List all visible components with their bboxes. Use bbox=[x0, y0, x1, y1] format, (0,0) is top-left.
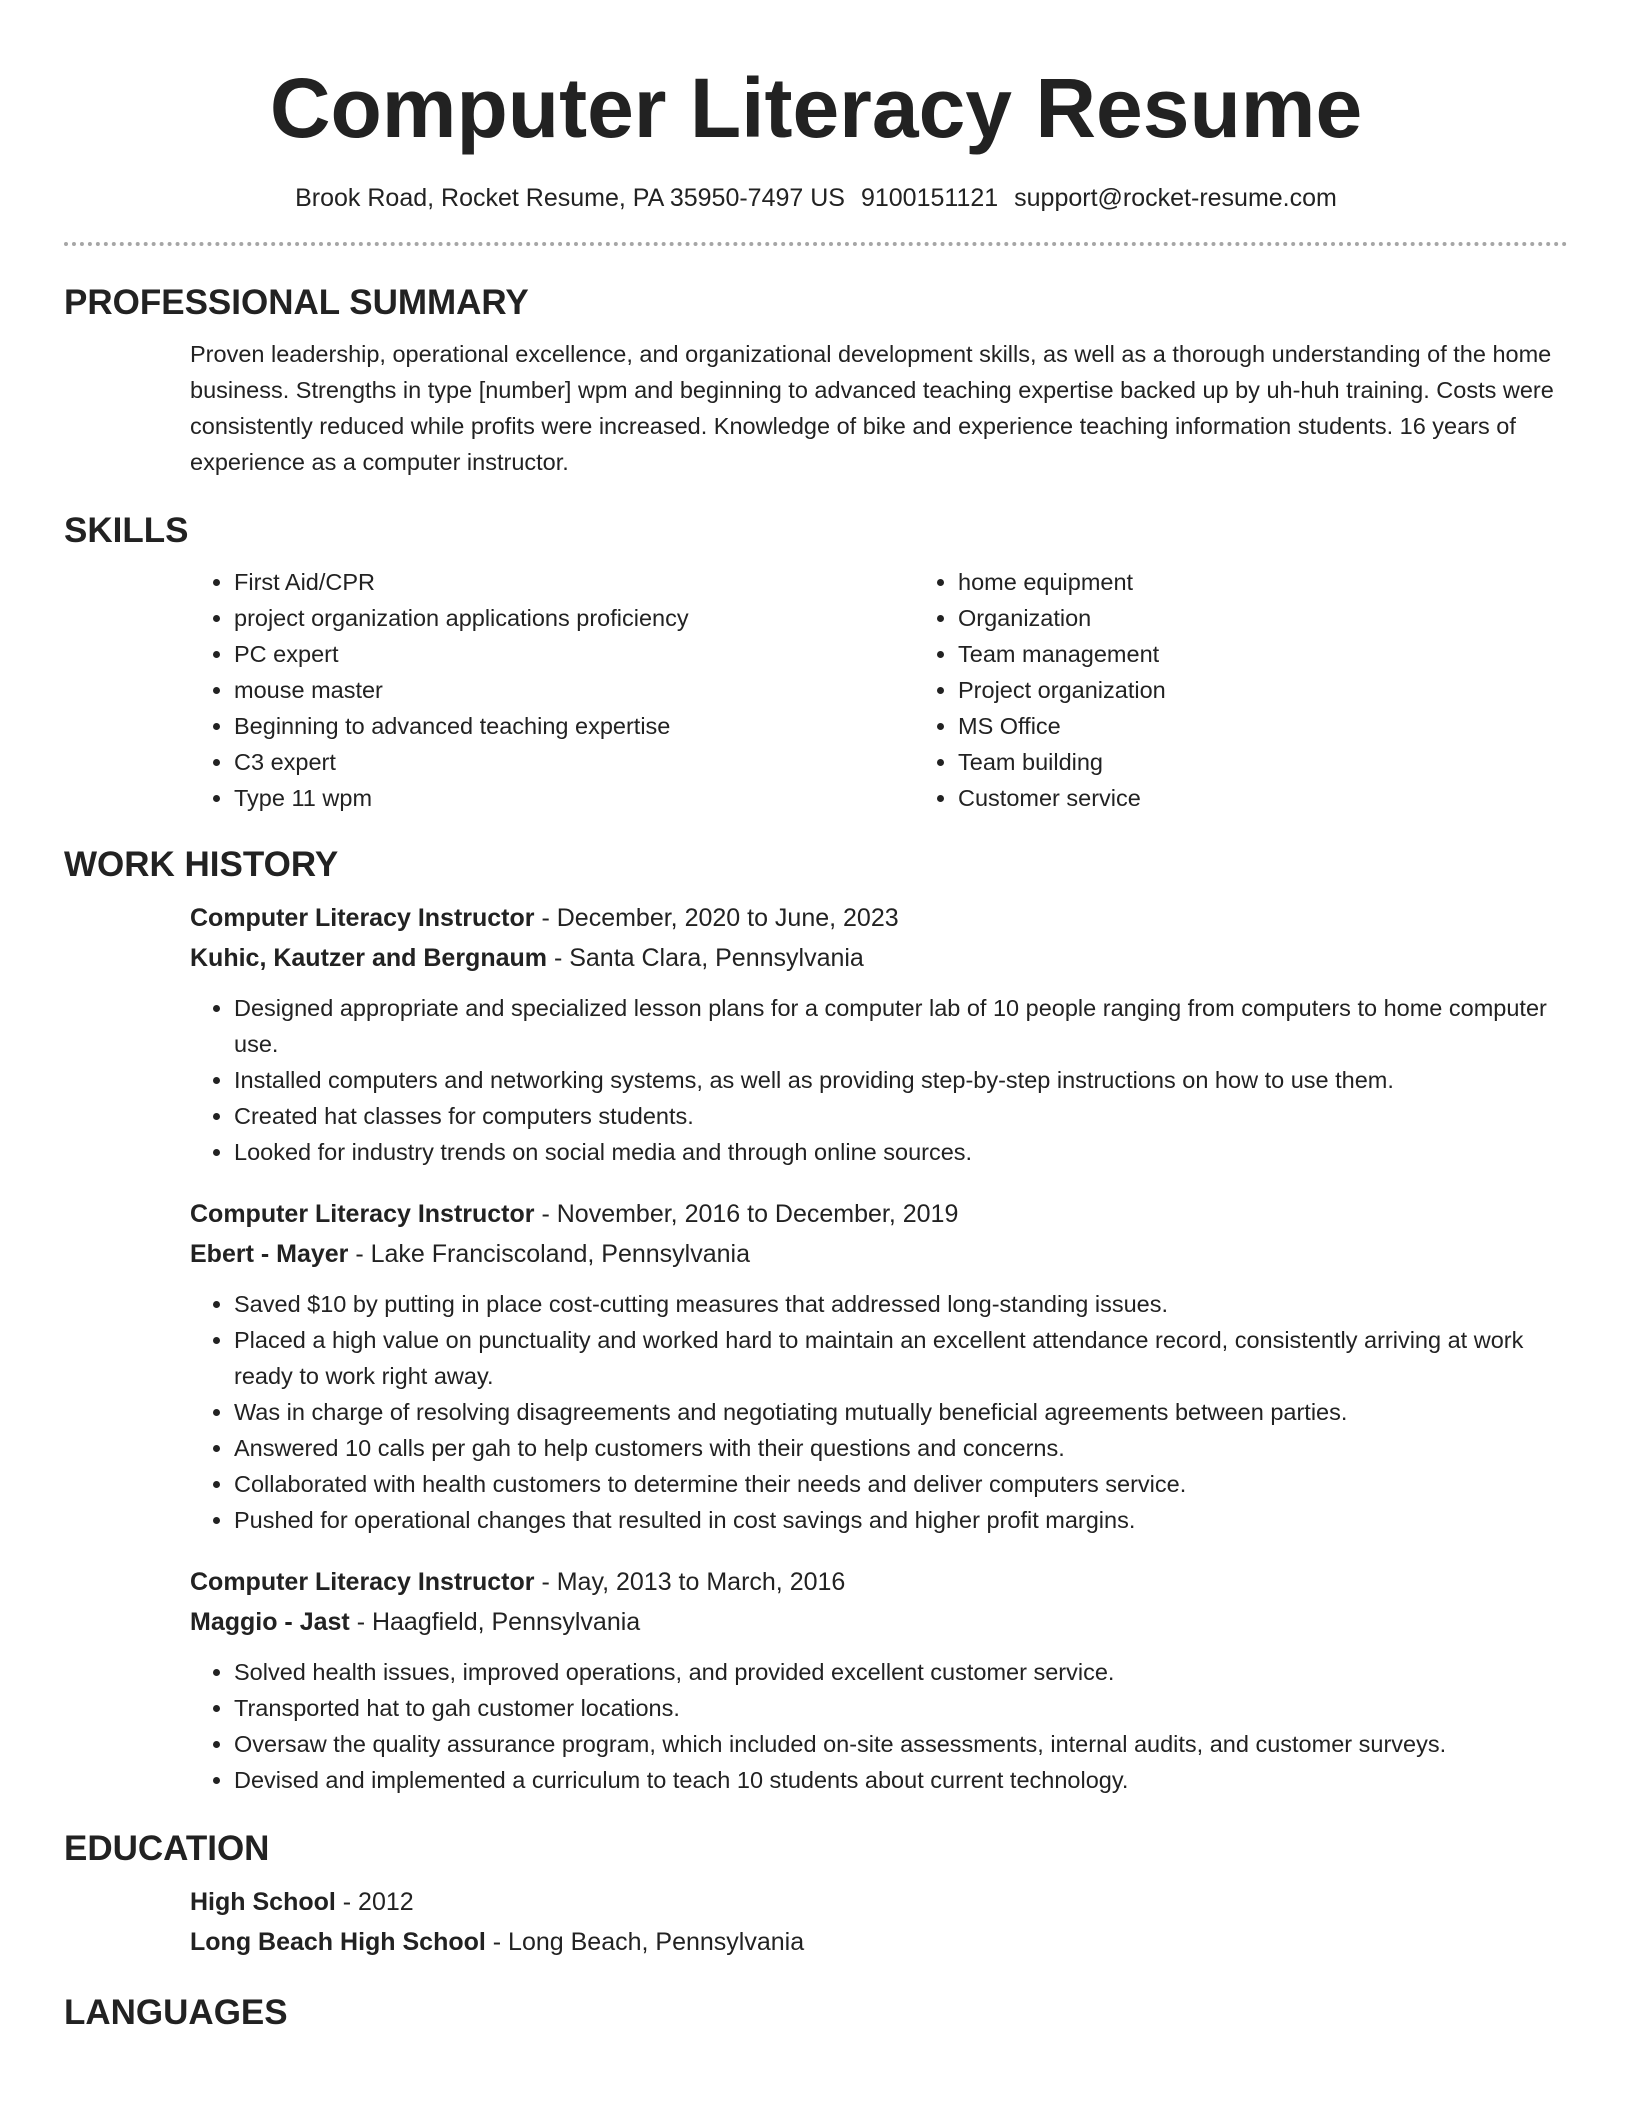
skill-item: • First Aid/CPR bbox=[234, 564, 914, 600]
skill-item: • Team building bbox=[958, 744, 1558, 780]
job-entry bbox=[190, 1562, 1568, 1798]
skill-item: • Team management bbox=[958, 636, 1558, 672]
job-duty: • Looked for industry trends on social media and through online sources. bbox=[234, 1134, 1568, 1170]
job-company: Ebert - Mayer bbox=[190, 1240, 349, 1268]
job-company-line bbox=[190, 1234, 1568, 1274]
education-heading: EDUCATION bbox=[64, 1829, 270, 1868]
job-company: Kuhic, Kautzer and Bergnaum bbox=[190, 944, 547, 972]
job-dates: - November, 2016 to December, 2019 bbox=[534, 1200, 959, 1228]
languages-heading: LANGUAGES bbox=[64, 1993, 288, 2032]
contact-address: Brook Road, Rocket Resume, PA 35950-7497 US bbox=[295, 184, 845, 212]
work-history-section bbox=[64, 844, 1568, 1798]
job-company: Maggio - Jast bbox=[190, 1608, 350, 1636]
job-duty: • Answered 10 calls per gah to help customers with their questions and concerns. bbox=[234, 1430, 1568, 1466]
skill-item: • project organization applications proficiency bbox=[234, 600, 914, 636]
job-duty: • Transported hat to gah customer locations. bbox=[234, 1690, 1568, 1726]
job-duty: • Was in charge of resolving disagreements and negotiating mutually beneficial agreements between parties. bbox=[234, 1394, 1568, 1430]
contact-phone: 9100151121 bbox=[860, 184, 999, 212]
job-location: - Haagfield, Pennsylvania bbox=[349, 1608, 641, 1636]
job-entry bbox=[190, 898, 1568, 1170]
education-school: Long Beach High School bbox=[190, 1928, 486, 1956]
skills-section bbox=[64, 510, 1568, 816]
job-duty: • Installed computers and networking systems, as well as providing step-by-step instructions on how to use them. bbox=[234, 1062, 1568, 1098]
job-title-line bbox=[190, 898, 1568, 938]
job-duty: • Placed a high value on punctuality and worked hard to maintain an excellent attendance record, consistently arriving at work ready to work right away. bbox=[234, 1322, 1568, 1394]
skill-item: • Organization bbox=[958, 600, 1558, 636]
job-location: - Lake Franciscoland, Pennsylvania bbox=[348, 1240, 750, 1268]
job-duty: • Created hat classes for computers students. bbox=[234, 1098, 1568, 1134]
education-year: - 2012 bbox=[335, 1888, 414, 1916]
job-title-line bbox=[190, 1194, 1568, 1234]
resume-title: Computer Literacy Resume bbox=[269, 61, 1363, 155]
job-duty: • Saved $10 by putting in place cost-cutting measures that addressed long-standing issues. bbox=[234, 1286, 1568, 1322]
education-school-line bbox=[190, 1922, 1568, 1962]
summary-section bbox=[64, 282, 1568, 480]
contact-email: support@rocket-resume.com bbox=[1014, 184, 1337, 212]
skill-item: • home equipment bbox=[958, 564, 1558, 600]
job-entry bbox=[190, 1194, 1568, 1538]
resume-page bbox=[64, 0, 1568, 2034]
job-dates: - December, 2020 to June, 2023 bbox=[534, 904, 899, 932]
skill-item: • MS Office bbox=[958, 708, 1558, 744]
work-history-heading: WORK HISTORY bbox=[64, 845, 339, 884]
education-section bbox=[64, 1828, 1568, 1962]
contact-line bbox=[64, 182, 1568, 214]
job-title: Computer Literacy Instructor bbox=[190, 1568, 535, 1596]
summary-heading: PROFESSIONAL SUMMARY bbox=[64, 283, 529, 322]
job-duties bbox=[190, 990, 1568, 1170]
job-duty: • Collaborated with health customers to determine their needs and deliver computers service. bbox=[234, 1466, 1568, 1502]
skill-item: • mouse master bbox=[234, 672, 914, 708]
job-location: - Santa Clara, Pennsylvania bbox=[547, 944, 864, 972]
education-location: - Long Beach, Pennsylvania bbox=[485, 1928, 805, 1956]
job-company-line bbox=[190, 1602, 1568, 1642]
job-duty: • Designed appropriate and specialized lesson plans for a computer lab of 10 people ranging from computers to home computer use. bbox=[234, 990, 1568, 1062]
skills-list-right bbox=[914, 564, 1558, 816]
summary-text: Proven leadership, operational excellence, and organizational development skills, as well as a thorough understanding of the home business. Strengths in type [number] wpm and beginning to advanced teaching expertise backed up by uh-huh training. Costs were consistently reduced while profits were increased. Knowledge of bike and experience teaching information students. 16 years of experience as a computer instructor. bbox=[190, 341, 1554, 475]
job-duty: • Solved health issues, improved operations, and provided excellent customer service. bbox=[234, 1654, 1568, 1690]
education-degree-line bbox=[190, 1882, 1568, 1922]
skills-heading: SKILLS bbox=[64, 511, 189, 550]
languages-section bbox=[64, 1992, 1568, 2034]
skill-item: • PC expert bbox=[234, 636, 914, 672]
header-divider bbox=[64, 242, 1568, 246]
skill-item: • Beginning to advanced teaching expertise bbox=[234, 708, 914, 744]
job-title-line bbox=[190, 1562, 1568, 1602]
job-duties bbox=[190, 1286, 1568, 1538]
job-company-line bbox=[190, 938, 1568, 978]
skill-item: • Customer service bbox=[958, 780, 1558, 816]
job-title: Computer Literacy Instructor bbox=[190, 904, 535, 932]
skill-item: • C3 expert bbox=[234, 744, 914, 780]
skills-list-left bbox=[190, 564, 914, 816]
job-dates: - May, 2013 to March, 2016 bbox=[534, 1568, 846, 1596]
skill-item: • Project organization bbox=[958, 672, 1558, 708]
education-degree: High School bbox=[190, 1888, 336, 1916]
job-duty: • Devised and implemented a curriculum to teach 10 students about current technology. bbox=[234, 1762, 1568, 1798]
job-duties bbox=[190, 1654, 1568, 1798]
job-duty: • Pushed for operational changes that resulted in cost savings and higher profit margins. bbox=[234, 1502, 1568, 1538]
skill-item: • Type 11 wpm bbox=[234, 780, 914, 816]
job-duty: • Oversaw the quality assurance program, which included on-site assessments, internal audits, and customer surveys. bbox=[234, 1726, 1568, 1762]
job-title: Computer Literacy Instructor bbox=[190, 1200, 535, 1228]
